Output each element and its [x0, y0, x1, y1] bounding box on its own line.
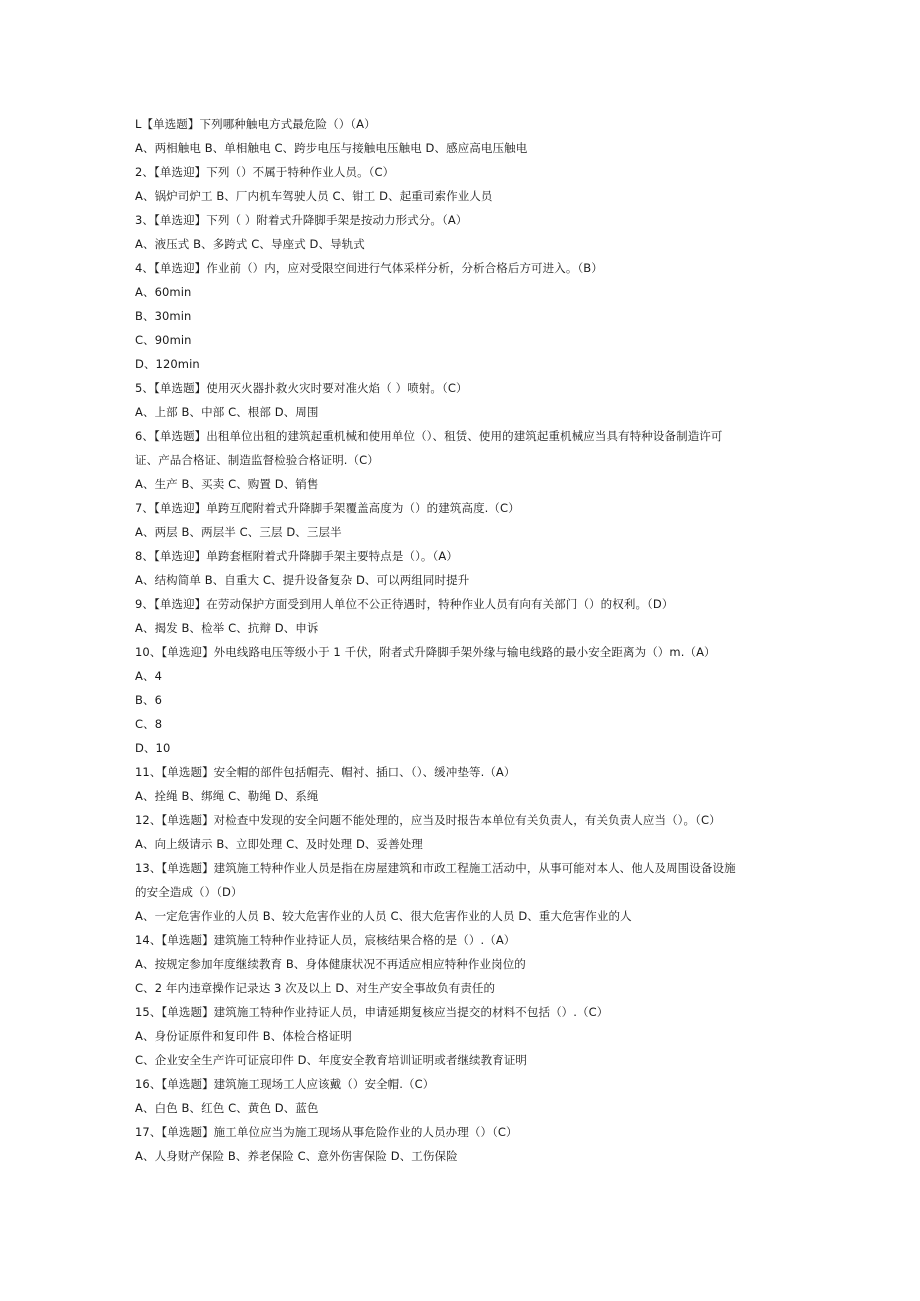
- text-line: A、生产 B、买卖 C、购置 D、销售: [135, 477, 319, 491]
- text-line: C、8: [135, 717, 163, 731]
- text-line: B、30min: [135, 309, 192, 323]
- text-line: A、结构简单 B、自重大 C、提升设备复杂 D、可以两组同时提升: [135, 573, 470, 587]
- text-line: A、拴绳 B、绑绳 C、勒绳 D、系绳: [135, 789, 319, 803]
- text-line: A、上部 B、中部 C、根部 D、周围: [135, 405, 319, 419]
- text-line: 11、【单选题】安全帽的部件包括帽壳、帽衬、插口、（）、缓冲垫等.（A）: [135, 765, 516, 779]
- text-line: A、4: [135, 669, 162, 683]
- text-line: A、揭发 B、检举 C、抗辩 D、申诉: [135, 621, 319, 635]
- text-line: 10、【单选迎】外电线路电压等级小于 1 千伏，附者式升降脚手架外缘与输电线路的最小安全距离为（）m.（A）: [135, 645, 716, 659]
- text-line: 4、【单选迎】作业前（）内，应对受限空间进行气体采样分析，分析合格后方可进入。（B）: [135, 261, 603, 275]
- text-line: 12、【单选题】对检查中发现的安全问题不能处理的，应当及时报告本单位有关负责人，有关负责人应当（）。（C）: [135, 813, 721, 827]
- text-line: A、白色 B、红色 C、黄色 D、蓝色: [135, 1101, 319, 1115]
- text-line: B、6: [135, 693, 163, 707]
- text-line: D、120min: [135, 357, 200, 371]
- text-line: 证、产品合格证、制造监督检验合格证明.（C）: [135, 453, 379, 467]
- text-line: 14、【单选题】建筑施工特种作业持证人员，宸核结果合格的是（）.（A）: [135, 933, 516, 947]
- text-line: A、身份证原件和复印件 B、体检合格证明: [135, 1029, 352, 1043]
- text-line: A、人身财产保险 B、养老保险 C、意外伤害保险 D、工伤保险: [135, 1149, 458, 1163]
- text-line: 9、【单选迎】在劳动保护方面受到用人单位不公正待遇时，特种作业人员有向有关部门（）的权利。（D）: [135, 597, 674, 611]
- text-line: 3、【单选迎】下列（ ）附着式升降脚手架是按动力形式分。（A）: [135, 213, 468, 227]
- text-line: A、一定危害作业的人员 B、较大危害作业的人员 C、很大危害作业的人员 D、重大危害作业的人: [135, 909, 632, 923]
- text-line: 16、【单选题】建筑施工现场工人应该戴（）安全帽.（C）: [135, 1077, 435, 1091]
- text-line: 17、【单选题】施工单位应当为施工现场从事危险作业的人员办理（）（C）: [135, 1125, 518, 1139]
- text-line: A、向上级请示 B、立即处理 C、及时处理 D、妥善处理: [135, 837, 423, 851]
- text-line: A、按规定参加年度继续教育 B、身体健康状况不再适应相应特种作业岗位的: [135, 957, 526, 971]
- text-line: A、液压式 B、多跨式 C、导座式 D、导轨式: [135, 237, 365, 251]
- question-list: [135, 112, 795, 1168]
- text-line: C、90min: [135, 333, 192, 347]
- text-line: 2、【单选迎】下列（）不属于特种作业人员。（C）: [135, 165, 395, 179]
- text-line: A、60min: [135, 285, 192, 299]
- text-line: D、10: [135, 741, 171, 755]
- text-line: 15、【单选题】建筑施工特种作业持证人员，申请延期复核应当提交的材料不包括（）.（C）: [135, 1005, 609, 1019]
- text-line: 13、【单选题】建筑施工特种作业人员是指在房屋建筑和市政工程施工活动中，从事可能对本人、他人及周围设备设施: [135, 861, 736, 875]
- text-line: 8、【单选迎】单跨套框附着式升降脚手架主要特点是（）。（A）: [135, 549, 458, 563]
- text-line: 的安全造成（）（D）: [135, 885, 243, 899]
- text-line: L【单选题】下列哪种触电方式最危险（）（A）: [135, 117, 376, 131]
- text-line: A、锅炉司炉工 B、厂内机车驾驶人员 C、钳工 D、起重司索作业人员: [135, 189, 493, 203]
- text-line: A、两相触电 B、单相触电 C、跨步电压与接触电压触电 D、感应高电压触电: [135, 141, 528, 155]
- text-line: 6、【单选题】出租单位出租的建筑起重机械和使用单位（）、租赁、使用的建筑起重机械应当具有特种设备制造许可: [135, 429, 723, 443]
- text-line: 7、【单选迎】单跨互爬附着式升降脚手架覆盖高度为（）的建筑高度.（C）: [135, 501, 520, 515]
- text-line: 5、【单选题】使用灭火器扑救火灾时要对准火焰（ ）喷射。（C）: [135, 381, 468, 395]
- text-line: C、2 年内违章操作记录达 3 次及以上 D、对生产安全事故负有责任的: [135, 981, 496, 995]
- text-line: C、企业安全生产许可证宸印件 D、年度安全教育培训证明或者继续教育证明: [135, 1053, 528, 1067]
- text-line: A、两层 B、两层半 C、三层 D、三层半: [135, 525, 342, 539]
